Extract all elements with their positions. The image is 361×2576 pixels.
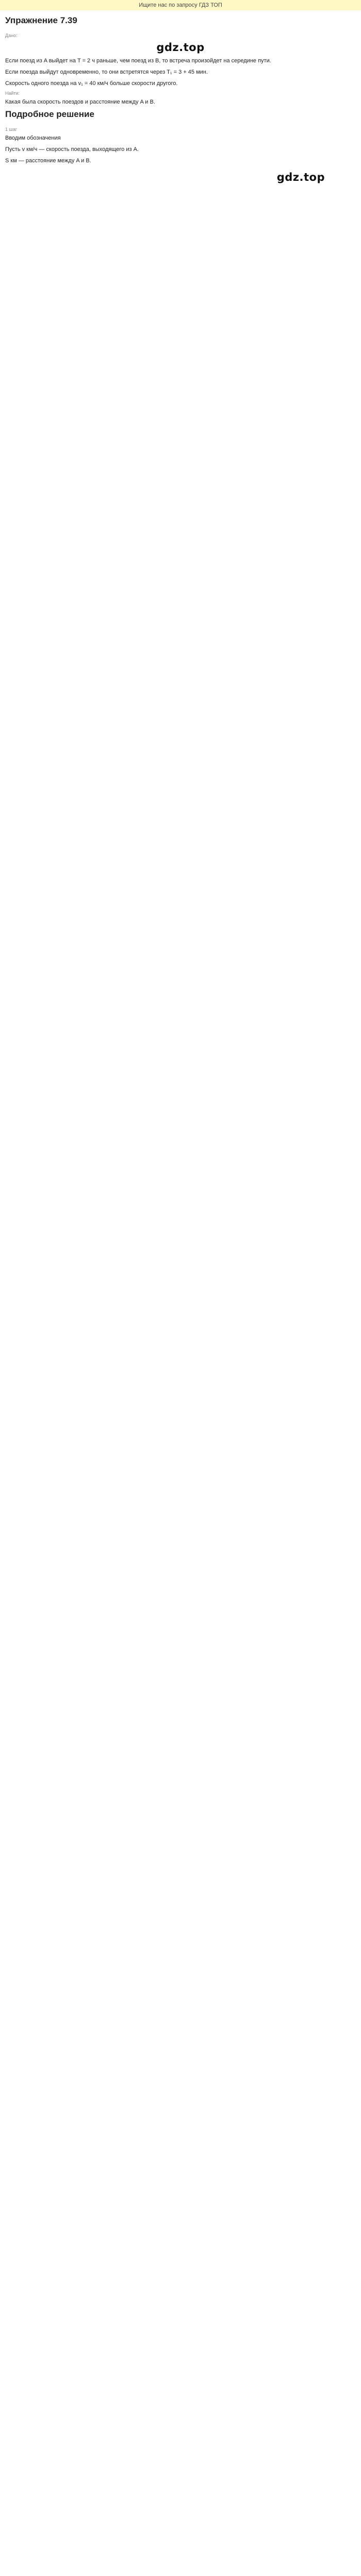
top-banner-link[interactable]: Ищите нас по запросу ГДЗ ТОП (139, 2, 222, 8)
given-label: Дано: (5, 33, 18, 38)
given-line-3: Скорость одного поезда на v₁ = 40 км/ч больше скорости другого. (5, 80, 178, 87)
top-banner (0, 0, 361, 10)
watermark: gdz.top (276, 171, 325, 183)
detailed-heading: Подробное решение (5, 109, 94, 119)
content (0, 15, 361, 2576)
step-text: Пусть v км/ч — скорость поезда, выходящего из A. (5, 146, 139, 152)
step-text: Вводим обозначения (5, 135, 61, 141)
exercise-title: Упражнение 7.39 (5, 15, 77, 25)
find-label: Найти: (5, 91, 20, 96)
find-text: Какая была скорость поездов и расстояние между A и B. (5, 99, 155, 105)
step-1 (5, 127, 356, 165)
given-line-2: Если поезда выйдут одновременно, то они встретятся через T₁ = 3 + 45 мин. (5, 69, 208, 75)
solution-body (5, 187, 356, 2576)
step-label: 1 шаг (5, 127, 18, 132)
watermark: gdz.top (156, 41, 205, 54)
step-text: S км — расстояние между A и B. (5, 158, 91, 164)
given-line-1: Если поезд из A выйдет на T = 2 ч раньше, чем поезд из B, то встреча произойдет на середине пути. (5, 58, 271, 64)
